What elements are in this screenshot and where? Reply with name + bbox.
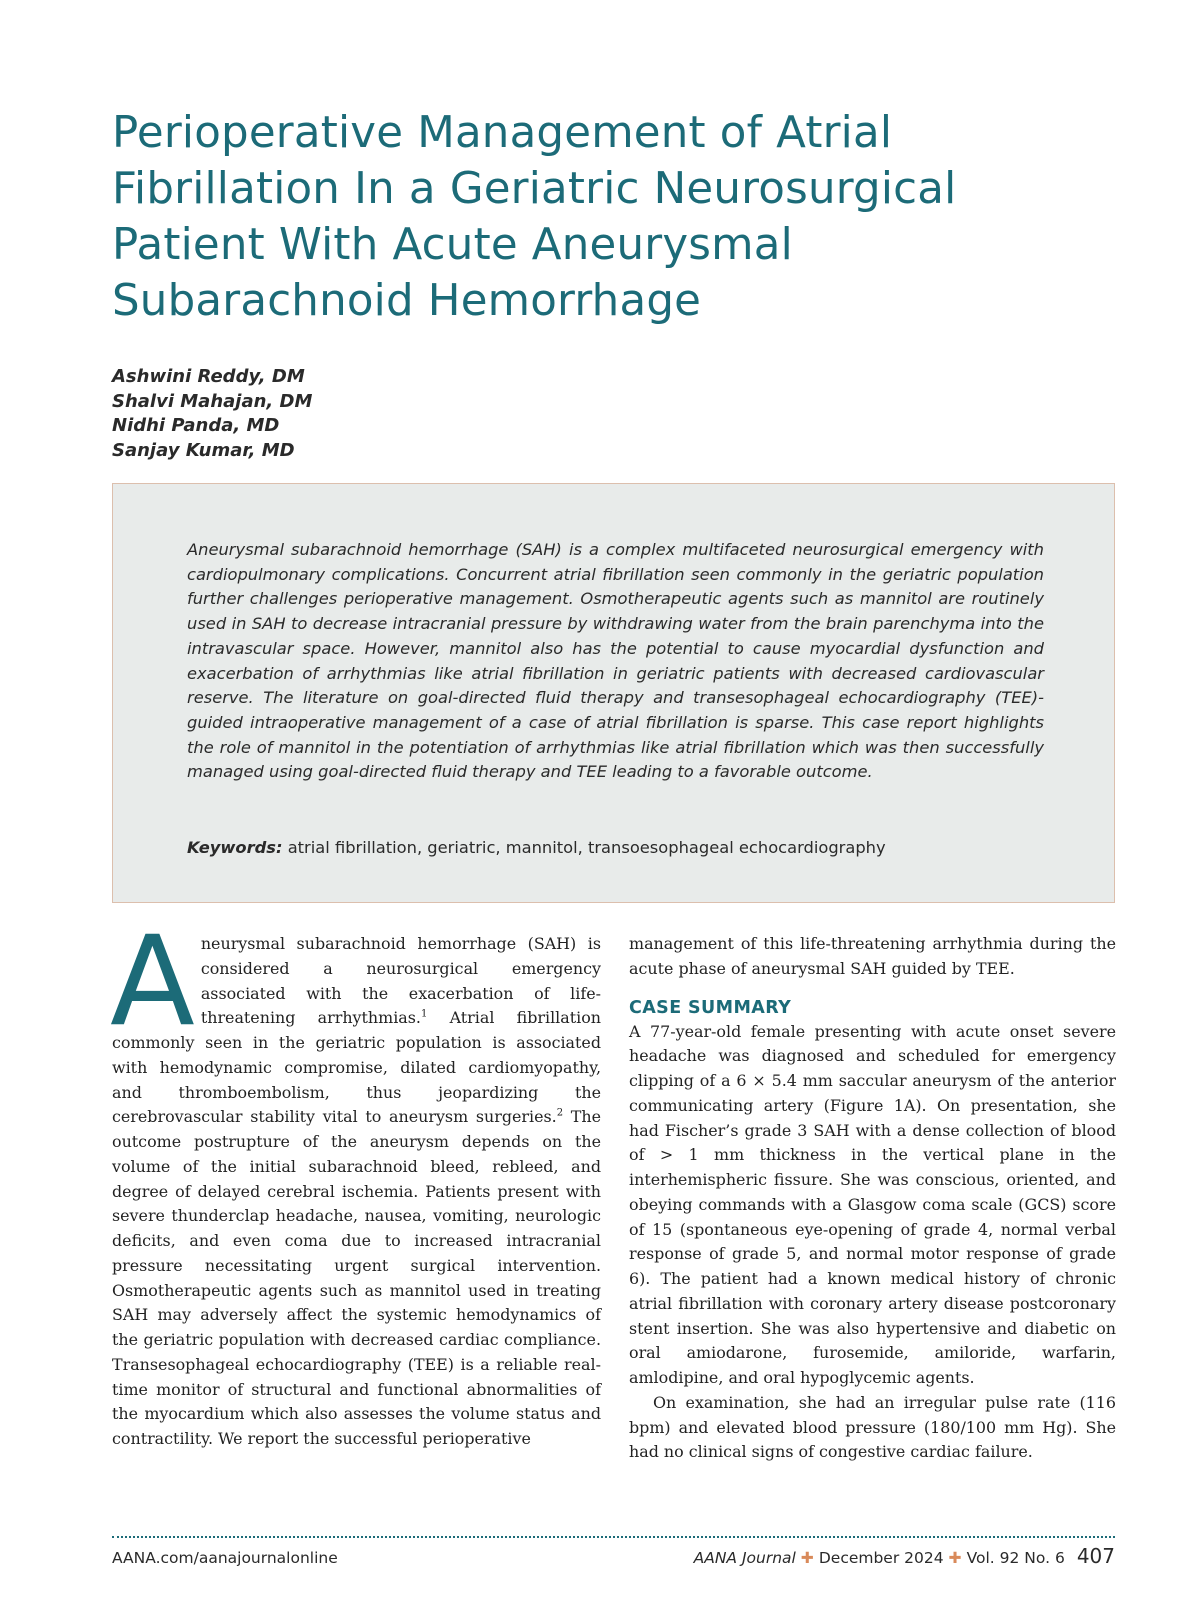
author-list <box>112 365 612 463</box>
keywords-text: atrial fibrillation, geriatric, mannitol, transoesophageal echocardiography <box>287 838 886 857</box>
intro-text-1: neurysmal subarachnoid hemorrhage (SAH) is considered a neurosurgical emergency associated with the exacerbation of life-threatening arrhythmias. <box>200 934 601 1028</box>
intro-paragraph <box>110 910 601 1452</box>
footer-url: AANA.com/aanajournalonline <box>112 1549 338 1567</box>
footer-date: December 2024 <box>818 1549 944 1567</box>
case-paragraph: A 77-year-old female presenting with acute onset severe headache was diagnosed and scheduled for emergency clipping of a 6 × 5.4 mm saccular aneurysm of the anterior communicating artery (Figure 1A). On presentation, she had Fischer’s grade 3 SAH with a dense collection of blood of > 1 mm thickness in the vertical plane in the interhemispheric fissure. She was conscious, oriented, and obeying commands with a Glasgow coma scale (GCS) score of 15 (spontaneous eye-opening of grade 4, normal verbal response of grade 5, and normal motor response of grade 6). The patient had a known medical history of chronic atrial fibrillation with coronary artery disease postcoronary stent insertion. She was also hypertensive and diabetic on oral amiodarone, furosemide, amiloride, warfarin, amlodipine, and oral hypoglycemic agents. <box>629 1021 1116 1387</box>
section-heading-case-summary: CASE SUMMARY <box>629 997 792 1018</box>
abstract-text: Aneurysmal subarachnoid hemorrhage (SAH) is a complex multifaceted neurosurgical emergency with cardiopulmonary complications. Concurrent atrial fibrillation seen commonly in the geriatric population further challenges perioperative management. Osmotherapeutic agents such as mannitol are routinely used in SAH to decrease intracranial pressure by withdrawing water from the brain parenchyma into the intravascular space. However, mannitol also has the potential to cause myocardial dysfunction and exacerbation of arrhythmias like atrial fibrillation in geriatric patients with decreased cardiovascular reserve. The literature on goal-directed fluid therapy and transesophageal echocardiography (TEE)-guided intraoperative management of a case of atrial fibrillation is sparse. This case report highlights the role of mannitol in the potentiation of arrhythmias like atrial fibrillation which was then successfully managed using goal-directed fluid therapy and TEE leading to a favorable outcome. <box>187 540 1044 782</box>
plus-icon: ✚ <box>948 1549 962 1567</box>
footer-volume: Vol. 92 No. 6 <box>966 1549 1065 1567</box>
case-paragraph: On examination, she had an irregular pulse rate (116 bpm) and elevated blood pressure (180/100 mm Hg). She had no clinical signs of congestive cardiac failure. <box>629 1392 1116 1462</box>
footer-divider <box>112 1536 1115 1538</box>
body-column-left <box>110 910 601 1452</box>
author-name: Ashwini Reddy, DM <box>112 366 305 387</box>
reference-marker: 2 <box>556 1107 564 1119</box>
keywords-label: Keywords: <box>187 838 283 857</box>
article-title: Perioperative Management of Atrial Fibrillation In a Geriatric Neurosurgical Patient With Acute Aneurysmal Subarachnoid Hemorrhage <box>112 108 957 326</box>
keywords-line <box>187 836 1067 860</box>
intro-text-3: The outcome postrupture of the aneurysm depends on the volume of the initial subarachnoid bleed, rebleed, and degree of delayed cerebral ischemia. Patients present with severe thunderclap headache, nausea, vomiting, neurologic deficits, and even coma due to increased intracranial pressure necessitating urgent surgical intervention. Osmotherapeutic agents such as mannitol used in treating SAH may adversely affect the systemic hemodynamics of the geriatric population with decreased cardiac compliance. Transesophageal echocardiography (TEE) is a reliable real-time monitor of structural and functional abnormalities of the myocardium which also assesses the volume status and contractility. We report the successful perioperative <box>112 1107 601 1448</box>
intro-paragraph-continued: management of this life-threatening arrhythmia during the acute phase of aneurysmal SAH guided by TEE. <box>629 934 1116 978</box>
intro-text-2: Atrial fibrillation commonly seen in the geriatric population is associated with hemodynamic compromise, dilated cardiomyopathy, and thromboembolism, thus jeopardizing the cerebrovascular stability vital to aneurysm surgeries. <box>112 1008 601 1127</box>
body-column-right <box>629 932 1116 1465</box>
plus-icon: ✚ <box>800 1549 814 1567</box>
reference-marker: 1 <box>421 1008 428 1020</box>
author-name: Sanjay Kumar, MD <box>112 439 295 461</box>
author-name: Shalvi Mahajan, DM <box>112 390 313 412</box>
footer-journal: AANA Journal <box>693 1549 796 1567</box>
abstract-box <box>112 483 1115 903</box>
footer-citation <box>694 1544 1115 1568</box>
author-name: Nidhi Panda, MD <box>112 415 280 436</box>
drop-cap: A <box>110 910 195 1054</box>
page-number: 407 <box>1076 1544 1115 1568</box>
